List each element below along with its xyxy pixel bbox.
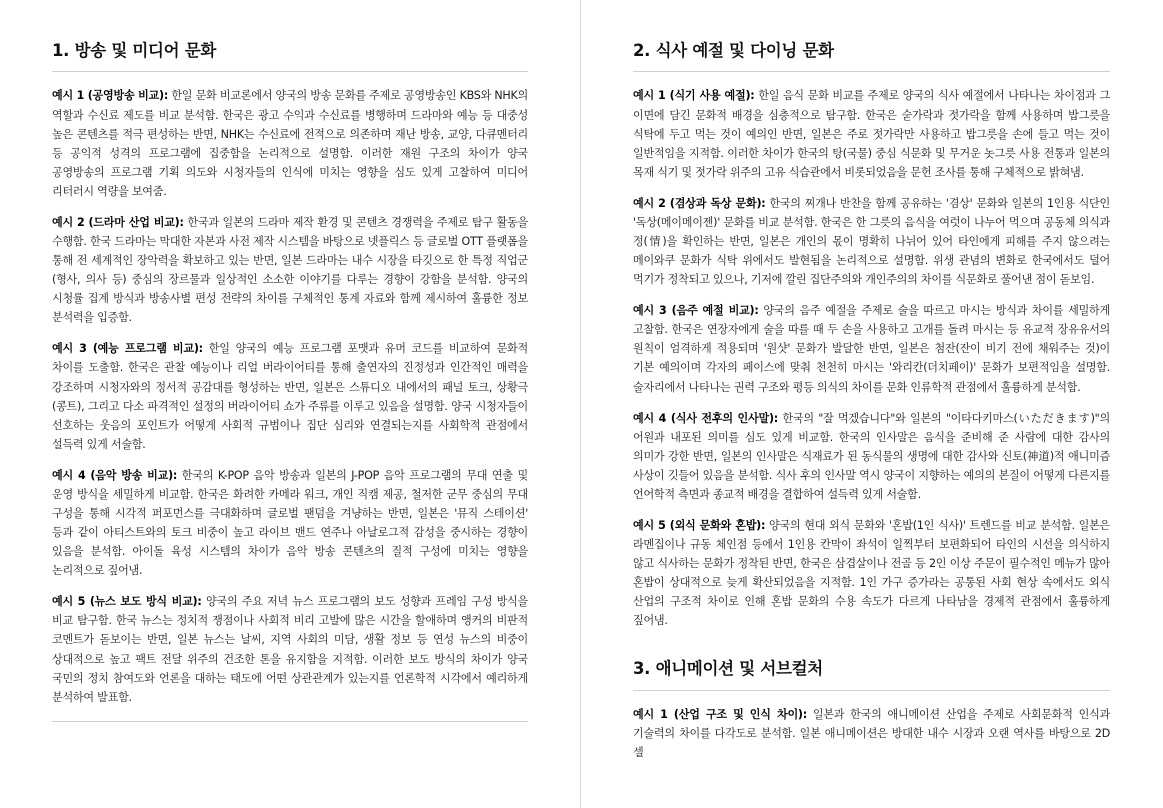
paragraph-animation-1 — [633, 705, 1110, 762]
left-column-content — [52, 40, 528, 722]
paragraph-body-text: 한국과 일본의 드라마 제작 환경 및 콘텐츠 경쟁력을 주제로 탐구 활동을 수행함. 한국 드라마는 막대한 자본과 사전 제작 시스템을 바탕으로 넷플릭스 등 글로벌 OTT 플랫폼을 통해 전 세계적인 장악력을 확보하고 있는 반면, 일본 드라마는 내수 시장을 타깃으로 한 특정 직업군(형사, 의사 등) 중심의 장르물과 일상적인 소소한 이야기를 다루는 경향이 강함을 분석함. 양국의 시청률 집계 방식과 방송사별 편성 전략의 차이를 구체적인 통계 자료와 함께 제시하여 훌륭한 정보 분석력을 입증함. — [52, 215, 528, 325]
section-heading-animation: 3. 애니메이션 및 서브컬처 — [633, 658, 1110, 690]
left-column — [0, 0, 581, 808]
paragraph-lead-label: 예시 3 (음주 예절 비교): — [633, 304, 759, 318]
section-heading-broadcast: 1. 방송 및 미디어 문화 — [52, 40, 528, 72]
paragraph-dining-2 — [633, 194, 1110, 289]
paragraph-lead-label: 예시 5 (뉴스 보도 방식 비교): — [52, 595, 202, 609]
paragraph-lead-label: 예시 2 (드라마 산업 비교): — [52, 215, 184, 229]
paragraph-dining-5 — [633, 516, 1110, 630]
right-column-content — [633, 40, 1110, 762]
paragraph-body-text: 일본과 한국의 애니메이션 산업을 주제로 사회문화적 인식과 기술력의 차이를 다각도로 분석함. 일본 애니메이션은 방대한 내수 시장과 오랜 역사를 바탕으로 2D 셀 — [633, 707, 1110, 760]
paragraph-lead-label: 예시 2 (겸상과 독상 문화): — [633, 196, 766, 210]
paragraph-broadcast-3 — [52, 339, 528, 453]
paragraph-body-text: 한일 음식 문화 비교를 주제로 양국의 식사 예절에서 나타나는 차이점과 그 이면에 담긴 문화적 배경을 심층적으로 탐구함. 한국은 숟가락과 젓가락을 함께 사용하며 밥그릇을 식탁에 두고 먹는 것이 예의인 반면, 일본은 주로 젓가락만 사용하고 밥그릇을 손에 들고 먹는 것이 일반적임을 지적함. 이러한 차이가 한국의 탕(국물) 중심 식문화 및 무거운 놋그릇 사용 전통과 일본의 목재 식기 및 젓가락 위주의 고유 식습관에서 비롯되었음을 문헌 조사를 통해 구체적으로 밝혀냄. — [633, 89, 1111, 179]
section-end-divider — [52, 721, 528, 722]
paragraph-broadcast-1 — [52, 86, 528, 200]
paragraph-body-text: 양국의 주요 저녁 뉴스 프로그램의 보도 성향과 프레임 구성 방식을 비교 탐구함. 한국 뉴스는 정치적 쟁점이나 사회적 비리 고발에 많은 시간을 할애하며 앵커의 비판적 코멘트가 돋보이는 반면, 일본 뉴스는 날씨, 지역 사회의 미담, 생활 정보 등 연성 뉴스의 비중이 상대적으로 높고 팩트 전달 위주의 건조한 톤을 유지함을 지적함. 이러한 보도 방식의 차이가 양국 국민의 정치 참여도와 언론을 대하는 태도에 어떤 상관관계가 있는지를 언론학적 시각에서 예리하게 분석하여 발표함. — [52, 595, 528, 704]
paragraph-dining-4 — [633, 409, 1110, 504]
paragraph-body-text: 한국의 K-POP 음악 방송과 일본의 J-POP 음악 프로그램의 무대 연출 및 운영 방식을 세밀하게 비교함. 한국은 화려한 카메라 워크, 개인 직캠 제공, 철저한 군무 중심의 무대 구성을 통해 시각적 퍼포먼스를 극대화하며 글로벌 팬덤을 겨냥하는 반면, 일본은 '뮤직 스테이션' 등과 같이 아티스트와의 토크 비중이 높고 라이브 밴드 연주나 아날로그적 감성을 중시하는 경향이 있음을 분석함. 아이돌 육성 시스템의 차이가 음악 방송 콘텐츠의 질적 구성에 미치는 영향을 논리적으로 짚어냄. — [52, 468, 529, 578]
paragraph-lead-label: 예시 5 (외식 문화와 혼밥): — [633, 519, 766, 532]
paragraph-lead-label: 예시 1 (식기 사용 예절): — [633, 89, 755, 103]
paragraph-body-text: 한일 양국의 예능 프로그램 포맷과 유머 코드를 비교하여 문화적 차이를 도출함. 한국은 관찰 예능이나 리얼 버라이어티를 통해 출연자의 진정성과 인간적인 매력을 강조하며 시청자와의 정서적 공감대를 형성하는 반면, 일본은 스튜디오 내에서의 패널 토크, 상황극(콩트), 그리고 다소 파격적인 설정의 버라이어티 쇼가 주류를 이루고 있음을 설명함. 양국 시청자들이 선호하는 웃음의 포인트가 어떻게 사회적 규범이나 집단 심리와 연결되는지를 사회학적 관점에서 설득력 있게 서술함. — [52, 342, 528, 451]
paragraph-body-text: 한국의 찌개나 반찬을 함께 공유하는 '겸상' 문화와 일본의 1인용 식단인 '독상(메이메이젠)' 문화를 비교 분석함. 한국은 한 그릇의 음식을 여럿이 나누어 먹으며 공동체 의식과 정(情)을 확인하는 반면, 일본은 개인의 몫이 명확히 나뉘어 있어 타인에게 피해를 주지 않으려는 메이와쿠 문화가 식탁 위에서도 발현됨을 논리적으로 설명함. 위생 관념의 변화로 한국에서도 덜어 먹기가 정착되고 있으나, 기저에 깔린 집단주의와 개인주의의 차이를 식문화로 풀어낸 점이 돋보임. — [633, 196, 1110, 287]
paragraph-body-text: 양국의 음주 예절을 주제로 술을 따르고 마시는 방식과 차이를 세밀하게 고찰함. 한국은 연장자에게 술을 따를 때 두 손을 사용하고 고개를 돌려 마시는 등 유교적 장유유서의 원칙이 엄격하게 적용되며 '원샷' 문화가 발달한 반면, 일본은 첨잔(잔이 비기 전에 채워주는 것)이 기본 예의이며 각자의 페이스에 맞춰 천천히 마시는 '와리칸(더치페이)' 문화가 보편적임을 설명함. 술자리에서 나타나는 권력 구조와 평등 의식의 차이를 문화 인류학적 관점에서 훌륭하게 분석함. — [633, 304, 1110, 394]
paragraph-body-text: 양국의 현대 외식 문화와 '혼밥(1인 식사)' 트렌드를 비교 분석함. 일본은 라멘집이나 규동 체인점 등에서 1인용 칸막이 좌석이 일찍부터 보편화되어 타인의 시선을 의식하지 않고 식사하는 문화가 정착된 반면, 한국은 삼겹살이나 전골 등 2인 이상 주문이 필수적인 메뉴가 많아 혼밥이 상대적으로 늦게 확산되었음을 지적함. 1인 가구 증가라는 공통된 사회 현상 속에서도 외식 산업의 구조적 차이로 인해 혼밥 문화의 수용 속도가 다르게 나타남을 경제적 관점에서 훌륭하게 짚어냄. — [633, 519, 1110, 628]
right-column — [581, 0, 1162, 808]
paragraph-broadcast-4 — [52, 466, 528, 580]
paragraph-body-text: 한국의 "잘 먹겠습니다"와 일본의 "이타다키마스(いただきます)"의 어원과 내포된 의미를 심도 있게 비교함. 한국의 인사말은 음식을 준비해 준 사람에 대한 감사의 의미가 강한 반면, 일본의 인사말은 식재료가 된 동식물의 생명에 대한 감사와 신토(神道)적 애니미즘 사상이 깃들어 있음을 분석함. 식사 후의 인사말 역시 양국이 지향하는 예의의 본질이 어떻게 다른지를 언어학적 측면과 종교적 배경을 결합하여 설득력 있게 서술함. — [633, 411, 1110, 501]
paragraph-lead-label: 예시 1 (산업 구조 및 인식 차이): — [633, 707, 807, 721]
paragraph-broadcast-2 — [52, 213, 528, 327]
paragraph-lead-label: 예시 4 (식사 전후의 인사말): — [633, 411, 778, 425]
section-heading-dining: 2. 식사 예절 및 다이닝 문화 — [633, 40, 1110, 72]
paragraph-lead-label: 예시 3 (예능 프로그램 비교): — [52, 342, 203, 356]
paragraph-lead-label: 예시 1 (공영방송 비교): — [52, 89, 169, 103]
paragraph-body-text: 한일 문화 비교론에서 양국의 방송 문화를 주제로 공영방송인 KBS와 NHK의 역할과 수신료 제도를 비교 분석함. 한국은 광고 수익과 수신료를 병행하며 드라마와 예능 등 대중성 높은 콘텐츠를 적극 편성하는 반면, NHK는 수신료에 전적으로 의존하며 재난 방송, 교양, 다큐멘터리 등 공익적 성격의 프로그램에 집중함을 논리적으로 설명함. 이러한 재원 구조의 차이가 양국 공영방송의 프로그램 기획 의도와 시청자들의 인식에 미치는 영향을 심도 있게 고찰하여 미디어 리터러시 역량을 보여줌. — [52, 89, 528, 198]
paragraph-dining-1 — [633, 86, 1110, 181]
paragraph-lead-label: 예시 4 (음악 방송 비교): — [52, 468, 178, 482]
paragraph-dining-3 — [633, 301, 1110, 396]
paragraph-broadcast-5 — [52, 592, 528, 706]
